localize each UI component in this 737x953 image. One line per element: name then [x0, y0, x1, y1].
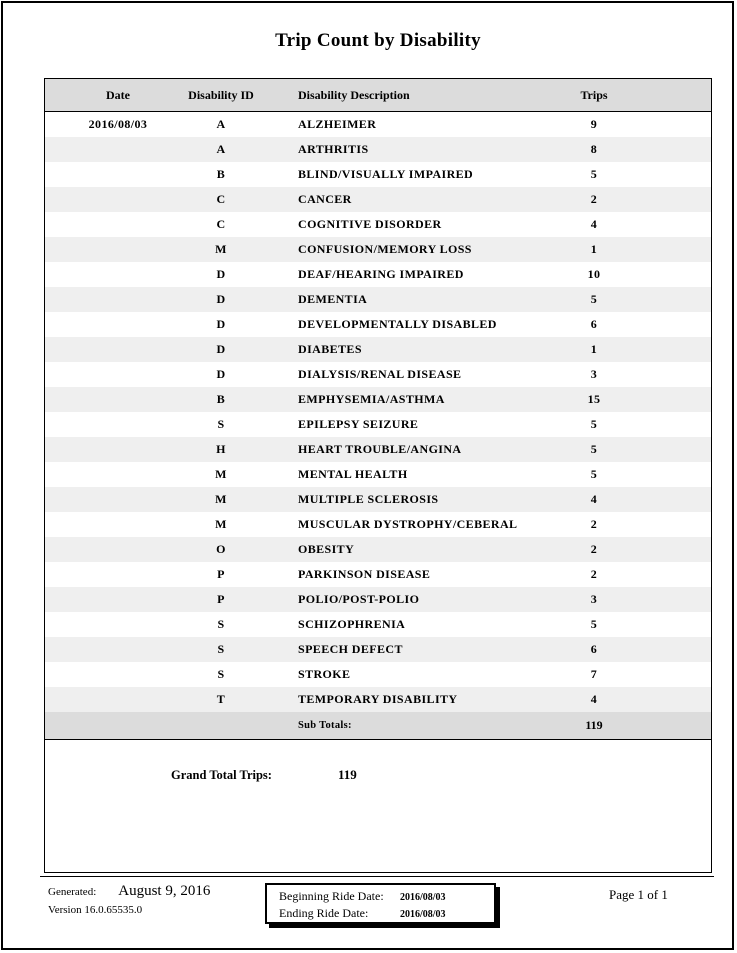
table-row	[45, 537, 711, 562]
cell-description: PARKINSON DISEASE	[298, 567, 431, 581]
cell-description: OBESITY	[298, 542, 355, 556]
table-row	[45, 237, 711, 262]
table-row	[45, 562, 711, 587]
cell-trips: 5	[590, 617, 598, 631]
cell-trips: 4	[590, 217, 598, 231]
subtotal-row	[45, 712, 711, 740]
table-row	[45, 512, 711, 537]
subtotal-value: 119	[585, 718, 603, 732]
cell-trips: 6	[590, 317, 598, 331]
cell-trips: 5	[590, 167, 598, 181]
cell-disability-id: A	[216, 117, 226, 131]
beginning-ride-date-value: 2016/08/03	[400, 892, 446, 903]
cell-description: DIABETES	[298, 342, 362, 356]
generated-date: August 9, 2016	[118, 883, 211, 899]
cell-description: COGNITIVE DISORDER	[298, 217, 442, 231]
ending-ride-date-value: 2016/08/03	[400, 909, 446, 920]
cell-description: STROKE	[298, 667, 351, 681]
page-title: Trip Count by Disability	[275, 30, 481, 51]
cell-description: SPEECH DEFECT	[298, 642, 403, 656]
cell-disability-id: P	[217, 567, 225, 581]
report-box-shadow	[40, 876, 714, 877]
cell-disability-id: M	[215, 492, 227, 506]
cell-disability-id: A	[216, 142, 226, 156]
table-row	[45, 437, 711, 462]
grand-total-section	[45, 740, 711, 783]
table-row	[45, 612, 711, 637]
table-row	[45, 287, 711, 312]
cell-disability-id: M	[215, 517, 227, 531]
cell-trips: 1	[590, 242, 598, 256]
cell-trips: 2	[590, 192, 598, 206]
table-row	[45, 412, 711, 437]
cell-trips: 3	[590, 592, 598, 606]
grand-total-value: 119	[337, 767, 357, 782]
cell-trips: 2	[590, 567, 598, 581]
cell-disability-id: T	[216, 692, 226, 706]
cell-trips: 1	[590, 342, 598, 356]
cell-trips: 5	[590, 467, 598, 481]
table-row	[45, 162, 711, 187]
cell-disability-id: S	[217, 642, 225, 656]
cell-disability-id: D	[216, 292, 226, 306]
cell-description: DEMENTIA	[298, 292, 368, 306]
ending-ride-date-label: Ending Ride Date:	[279, 906, 369, 920]
cell-disability-id: O	[216, 542, 226, 556]
cell-disability-id: S	[217, 617, 225, 631]
cell-trips: 2	[590, 542, 598, 556]
table-row	[45, 587, 711, 612]
cell-trips: 15	[587, 392, 601, 406]
table-row	[45, 137, 711, 162]
cell-description: MULTIPLE SCLEROSIS	[298, 492, 439, 506]
table-body	[45, 112, 711, 712]
cell-trips: 7	[590, 667, 598, 681]
cell-description: CANCER	[298, 192, 352, 206]
cell-disability-id: D	[216, 317, 226, 331]
table-row	[45, 212, 711, 237]
cell-description: ARTHRITIS	[298, 142, 369, 156]
cell-description: MENTAL HEALTH	[298, 467, 408, 481]
table-row	[45, 312, 711, 337]
beginning-ride-date-label: Beginning Ride Date:	[279, 889, 384, 903]
cell-disability-id: D	[216, 367, 226, 381]
cell-trips: 10	[587, 267, 601, 281]
cell-disability-id: B	[216, 167, 226, 181]
cell-disability-id: C	[216, 192, 226, 206]
cell-disability-id: H	[216, 442, 226, 456]
page-number: Page 1 of 1	[609, 887, 668, 902]
cell-date: 2016/08/03	[88, 117, 148, 131]
column-header-trips: Trips	[580, 87, 608, 102]
table-row	[45, 112, 711, 137]
table-header-row	[45, 79, 711, 112]
cell-description: SCHIZOPHRENIA	[298, 617, 406, 631]
table-row	[45, 187, 711, 212]
cell-trips: 4	[590, 492, 598, 506]
ride-date-range-box	[265, 883, 496, 924]
table-row	[45, 362, 711, 387]
cell-trips: 3	[590, 367, 598, 381]
table-row	[45, 687, 711, 712]
table-row	[45, 337, 711, 362]
cell-trips: 2	[590, 517, 598, 531]
version-text: Version 16.0.65535.0	[48, 904, 143, 916]
cell-description: MUSCULAR DYSTROPHY/CEBERAL	[298, 517, 518, 531]
column-header-date: Date	[106, 87, 130, 102]
subtotal-label: Sub Totals:	[298, 720, 352, 731]
cell-disability-id: B	[216, 392, 226, 406]
grand-total-label: Grand Total Trips:	[171, 768, 272, 782]
table-row	[45, 487, 711, 512]
cell-trips: 4	[590, 692, 598, 706]
cell-description: CONFUSION/MEMORY LOSS	[298, 242, 472, 256]
cell-disability-id: S	[217, 667, 225, 681]
report-table	[44, 78, 712, 873]
cell-disability-id: M	[215, 467, 227, 481]
cell-disability-id: P	[217, 592, 225, 606]
cell-description: BLIND/VISUALLY IMPAIRED	[298, 167, 474, 181]
cell-description: HEART TROUBLE/ANGINA	[298, 442, 462, 456]
cell-description: DEAF/HEARING IMPAIRED	[298, 267, 464, 281]
table-row	[45, 637, 711, 662]
cell-disability-id: S	[217, 417, 225, 431]
cell-description: POLIO/POST-POLIO	[298, 592, 420, 606]
cell-description: ALZHEIMER	[298, 117, 377, 131]
footer-generated-block	[48, 884, 210, 918]
cell-description: TEMPORARY DISABILITY	[298, 692, 458, 706]
generated-label: Generated:	[48, 886, 97, 898]
table-row	[45, 462, 711, 487]
cell-trips: 6	[590, 642, 598, 656]
cell-description: EMPHYSEMIA/ASTHMA	[298, 392, 445, 406]
cell-disability-id: D	[216, 342, 226, 356]
cell-trips: 8	[590, 142, 598, 156]
cell-disability-id: D	[216, 267, 226, 281]
cell-disability-id: M	[215, 242, 227, 256]
column-header-description: Disability Description	[298, 87, 410, 102]
cell-description: DIALYSIS/RENAL DISEASE	[298, 367, 462, 381]
cell-description: DEVELOPMENTALLY DISABLED	[298, 317, 497, 331]
cell-disability-id: C	[216, 217, 226, 231]
column-header-disability-id: Disability ID	[188, 87, 254, 102]
cell-trips: 5	[590, 292, 598, 306]
cell-description: EPILEPSY SEIZURE	[298, 417, 419, 431]
cell-trips: 9	[590, 117, 598, 131]
cell-trips: 5	[590, 417, 598, 431]
table-row	[45, 662, 711, 687]
cell-trips: 5	[590, 442, 598, 456]
table-row	[45, 387, 711, 412]
table-row	[45, 262, 711, 287]
